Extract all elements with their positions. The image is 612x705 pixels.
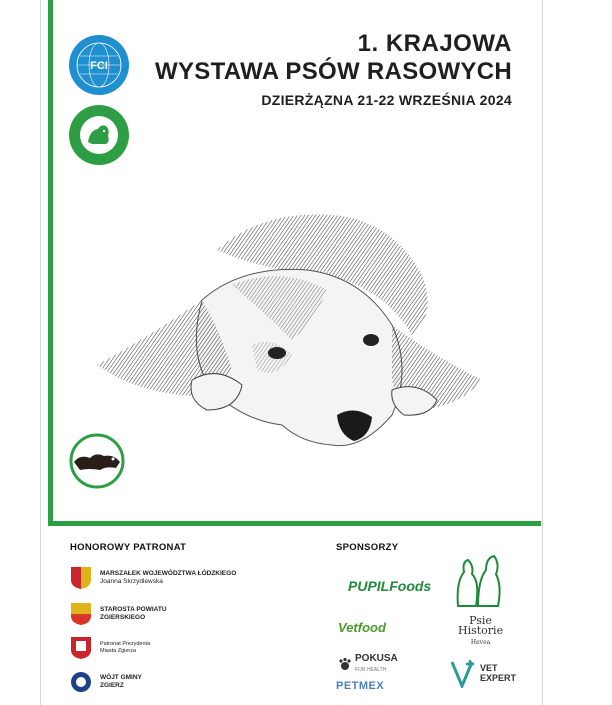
zgierz-crest-icon xyxy=(70,636,92,660)
patron-lodzkie xyxy=(70,566,236,590)
fci-logo-text: FCI xyxy=(90,60,108,72)
zgierski-crest-icon xyxy=(70,602,92,626)
patron-gmina-name: WÓJT GMINY ZGIERZ xyxy=(100,674,142,689)
paw-icon xyxy=(338,657,352,671)
gmina-crest-icon xyxy=(70,670,92,694)
psie-line3: Hevea xyxy=(470,639,491,646)
green-border-left xyxy=(48,0,53,526)
vet-expert-line2: EXPERT xyxy=(480,673,517,683)
poster-date: DZIERŻĄZNA 21-22 WRZEŚNIA 2024 xyxy=(261,92,512,108)
pokusa-name: POKUSA xyxy=(355,653,398,664)
vet-expert-text xyxy=(480,663,516,683)
pupil-pets-icon xyxy=(452,552,504,608)
pupil-foods-logo: PUPILFoods xyxy=(348,578,432,594)
club-logo-icon xyxy=(66,432,128,490)
vetfood-logo: Vetfood xyxy=(338,620,386,635)
lodzkie-crest-icon xyxy=(70,566,92,590)
psie-historie-logo xyxy=(458,616,503,648)
patron-zgierski xyxy=(70,602,170,626)
patron-lodzkie-sub: Joanna Skrzydlewska xyxy=(100,578,163,585)
psie-line1: Psie xyxy=(469,614,492,627)
fci-logo-icon xyxy=(68,34,130,96)
green-border-bottom xyxy=(48,521,541,526)
vet-expert-icon xyxy=(450,658,476,688)
psie-line2: Historie xyxy=(458,624,504,637)
pokusa-sub: FOR HEALTH xyxy=(355,667,387,673)
pokusa-logo xyxy=(338,653,398,674)
patron-gmina xyxy=(70,670,155,694)
zkwp-logo-icon xyxy=(68,104,130,166)
patron-zgierski-name: STAROSTA POWIATU ZGIERSKIEGO xyxy=(100,606,167,621)
patronat-heading: HONOROWY PATRONAT xyxy=(70,542,187,553)
dog-illustration xyxy=(92,205,502,470)
pokusa-text xyxy=(355,653,398,674)
patron-zgierz-name: Patronat Prezydenta Miasta Zgierza xyxy=(100,641,151,654)
sponsorzy-heading: SPONSORZY xyxy=(336,542,399,553)
vet-expert-logo xyxy=(450,658,516,688)
vet-expert-line1: VET xyxy=(480,663,498,673)
poster-title-line2: WYSTAWA PSÓW RASOWYCH xyxy=(155,58,512,85)
poster-title-line1: 1. KRAJOWA xyxy=(357,30,512,57)
petmex-logo: PETMEX xyxy=(336,680,385,692)
patron-lodzkie-text xyxy=(100,570,236,586)
patron-zgierz xyxy=(70,636,155,660)
patron-lodzkie-name: MARSZAŁEK WOJEWÓDZTWA ŁÓDZKIEGO xyxy=(100,570,237,577)
